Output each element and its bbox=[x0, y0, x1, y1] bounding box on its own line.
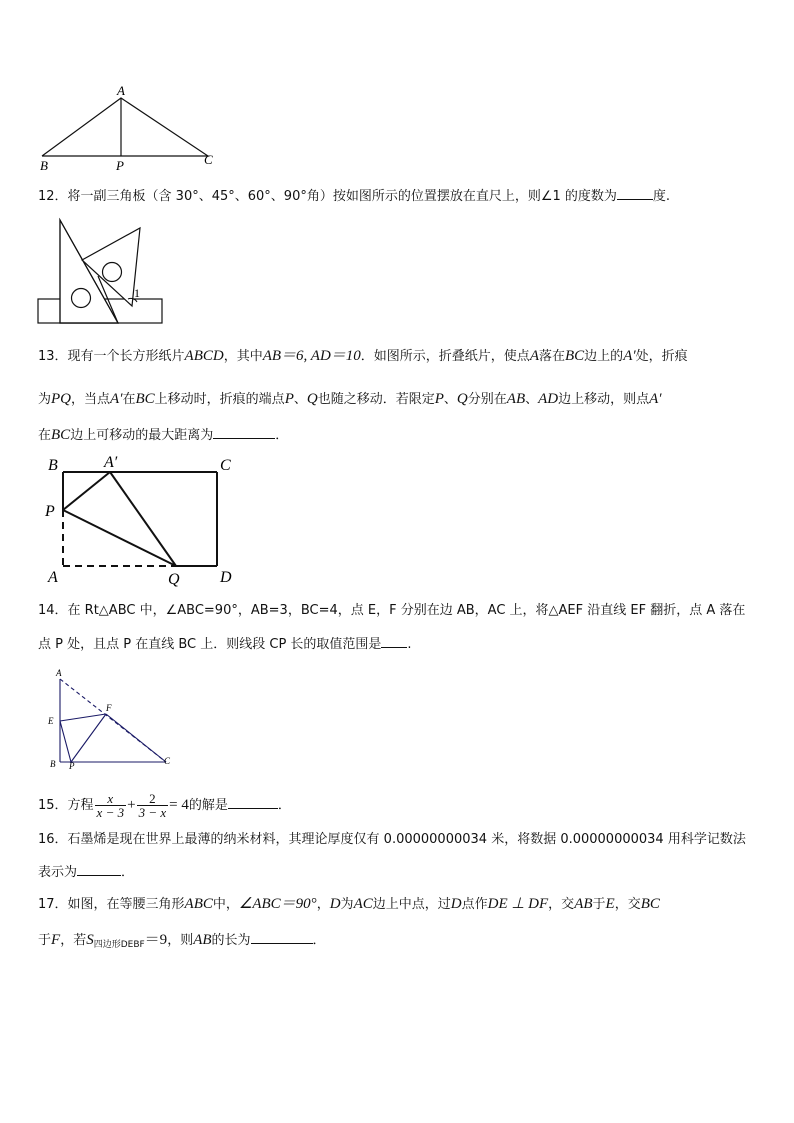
label-c: C bbox=[220, 457, 231, 474]
de-perp-df: DE ⊥ DF bbox=[487, 896, 549, 912]
label-a: A bbox=[117, 84, 125, 98]
question-17-line-2: 于F，若$S_{四边形DEBF}=9$，则AB的长为 ． bbox=[38, 932, 326, 950]
rect-abcd: ABCD bbox=[184, 348, 224, 364]
label-c: C bbox=[204, 152, 213, 167]
folded-right-triangle-figure bbox=[44, 666, 184, 770]
question-13-line-2: 为PQ，当点A′在BC上移动时，折痕的端点P、Q也随之移动．若限定P、Q分别在AB、AD边上移动，则点A′ bbox=[38, 391, 662, 407]
label-e: E bbox=[48, 716, 54, 726]
question-13-line-3: 在BC边上可移动的最大距离为 ． bbox=[38, 427, 289, 443]
label-b: B bbox=[48, 457, 58, 474]
area-s: S bbox=[86, 932, 94, 948]
question-13-line-1: 13．现有一个长方形纸片ABCD，其中AB＝6, AD＝10．如图所示，折叠纸片，使点A落在BC边上的A′处，折痕 bbox=[38, 348, 688, 364]
q12-suffix: 度. bbox=[652, 189, 671, 204]
label-b: B bbox=[40, 158, 48, 173]
angle-abc-90: ∠ABC＝90° bbox=[238, 896, 317, 912]
label-q: Q bbox=[168, 571, 180, 588]
fraction-2-over-3-minus-x: $\frac{2}{3 - x}$ bbox=[138, 791, 167, 820]
fraction-x-over-x-minus-3: $\frac{x}{x - 3}$ bbox=[96, 791, 125, 820]
q12-text: 12．将一副三角板（含 30°、45°、60°、90°角）按如图所示的位置摆放在直尺上，则∠1 的度数为 bbox=[38, 189, 617, 204]
label-d: D bbox=[220, 569, 232, 586]
label-c: C bbox=[164, 756, 171, 766]
q12-answer-blank[interactable] bbox=[617, 186, 653, 200]
question-16-line-2: 表示为 ． bbox=[38, 862, 134, 883]
q13-answer-blank[interactable] bbox=[213, 425, 275, 439]
question-16-line-1: 16．石墨烯是现在世界上最薄的纳米材料，其理论厚度仅有 0.00000000034 米，将数据 0.00000000034 用科学记数法 bbox=[38, 832, 746, 847]
q14-answer-blank[interactable] bbox=[381, 634, 407, 648]
label-a: A bbox=[56, 668, 62, 678]
triangle-set-on-ruler-figure bbox=[36, 216, 168, 326]
label-p: P bbox=[69, 761, 75, 770]
question-12 bbox=[38, 186, 670, 207]
label-p: P bbox=[116, 158, 124, 173]
question-14-line-2: 点 P 处，且点 P 在直线 BC 上．则线段 CP 长的取值范围是 . bbox=[38, 634, 412, 655]
triangle-abc-figure bbox=[34, 84, 224, 174]
folded-rectangle-figure bbox=[40, 452, 240, 588]
label-b: B bbox=[50, 759, 56, 769]
question-17-line-1: 17．如图，在等腰三角形ABC中，∠ABC＝90°，D为AC边上中点，过D点作DE ⊥ DF，交AB于E，交BC bbox=[38, 896, 660, 912]
q17-answer-blank[interactable] bbox=[251, 930, 313, 944]
q15-answer-blank[interactable] bbox=[228, 795, 278, 809]
label-f: F bbox=[106, 703, 112, 713]
question-15: 15．方程 $\frac{x}{x - 3}$ + $\frac{2}{3 - x}$ = 4的解是 ． bbox=[38, 791, 291, 820]
question-14-line-1: 14．在 Rt△ABC 中，∠ABC=90°，AB=3，BC=4，点 E，F 分别在边 AB，AC 上，将△AEF 沿直线 EF 翻折，点 A 落在 bbox=[38, 603, 746, 618]
area-subscript: 四边形DEBF bbox=[93, 940, 145, 950]
condition-ab-ad: AB＝6, AD＝10 bbox=[262, 348, 361, 364]
label-a-prime: A′ bbox=[104, 454, 118, 471]
label-p: P bbox=[45, 503, 55, 520]
label-a: A bbox=[48, 569, 58, 586]
angle-1-label: 1 bbox=[134, 286, 140, 300]
q16-answer-blank[interactable] bbox=[77, 862, 121, 876]
